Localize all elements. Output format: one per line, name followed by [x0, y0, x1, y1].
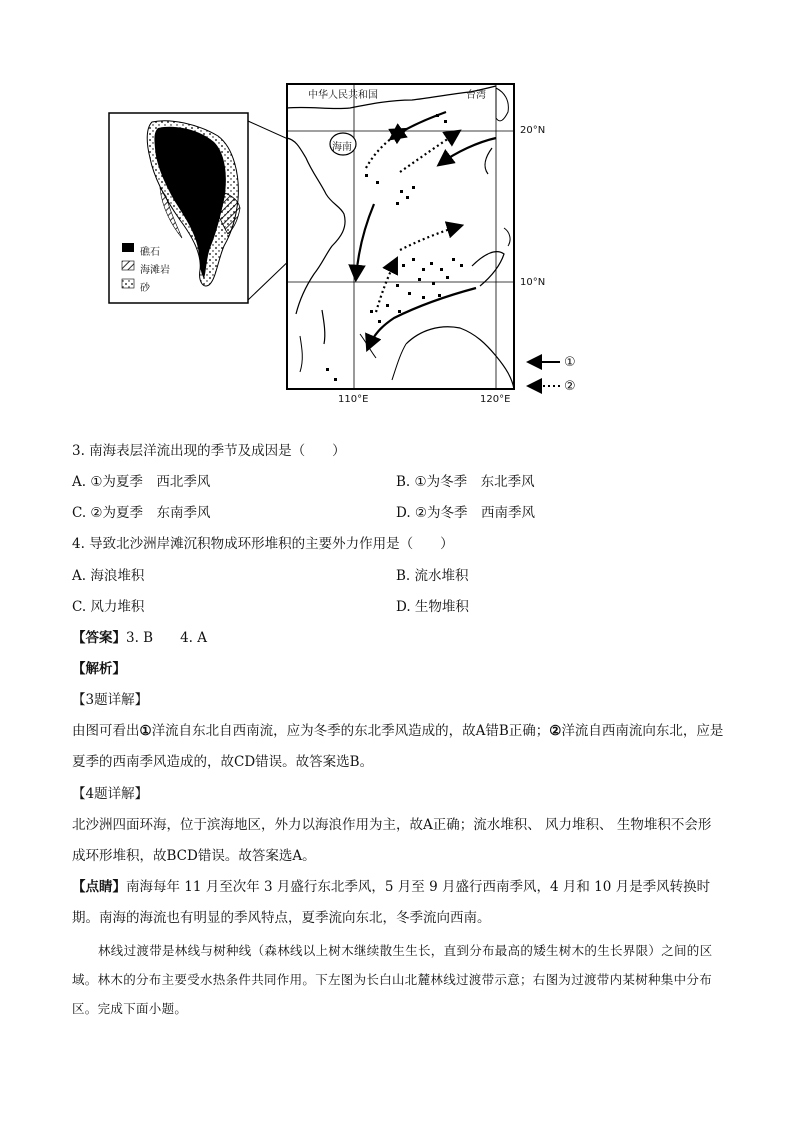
question-3-option-b: B. ①为冬季 东北季风 — [396, 474, 535, 490]
sand-swatch-icon — [122, 279, 134, 288]
arrow-key-label-1: ① — [564, 355, 576, 370]
answer-text: 3. B 4. A — [126, 630, 208, 646]
question-3-option-d: D. ②为冬季 西南季风 — [396, 505, 536, 521]
question-4-option-b: B. 流水堆积 — [396, 568, 469, 584]
question-3-option-a: A. ①为夏季 西北季风 — [72, 474, 211, 490]
map-label-10n: 10°N — [520, 277, 546, 288]
q3-detail-paragraph: 由图可看出①洋流自东北自西南流，应为冬季的东北季风造成的，故A错B正确；②洋流自西南流向东北，应是夏季的西南季风造成的，故CD错误。故答案选B。 — [72, 723, 724, 770]
answer-label: 【答案】 — [72, 630, 126, 646]
map-label-110e: 110°E — [338, 394, 369, 405]
legend-label-beachrock: 海滩岩 — [140, 265, 170, 276]
question-4-stem: 4. 导致北沙洲岸滩沉积物成环形堆积的主要外力作用是（ ） — [72, 536, 454, 552]
arrow-key-label-2: ② — [564, 379, 576, 394]
map-label-hainan: 海南 — [332, 142, 352, 153]
beachrock-swatch-icon — [122, 261, 134, 270]
tip-paragraph — [72, 872, 724, 934]
circled-mark-1: ① — [139, 723, 152, 739]
question-4-option-c: C. 风力堆积 — [72, 599, 145, 615]
q4-detail-paragraph: 北沙洲四面环海，位于滨海地区，外力以海浪作用为主，故A正确；流水堆积、 风力堆积、 生物堆积不会形成环形堆积，故BCD错误。故答案选A。 — [72, 817, 712, 864]
question-3-stem: 3. 南海表层洋流出现的季节及成因是（ ） — [72, 443, 346, 459]
tip-text: 南海每年 11 月至次年 3 月盛行东北季风，5 月至 9 月盛行西南季风，4 月和 10 月是季风转换时期。南海的海流也有明显的季风特点，夏季流向东北，冬季流向西南。 — [72, 879, 711, 926]
question-4-option-d: D. 生物堆积 — [396, 599, 469, 615]
map-label-taiwan: 台湾 — [466, 90, 486, 101]
circled-mark-2: ② — [549, 723, 562, 739]
map-label-120e: 120°E — [480, 394, 511, 405]
figure-map — [100, 78, 600, 410]
legend-label-sand: 砂 — [140, 283, 150, 294]
next-passage-paragraph: 林线过渡带是林线与树种线（森林线以上树木继续散生生长，直到分布最高的矮生树木的生长界限）之间的区域。林木的分布主要受水热条件共同作用。下左图为长白山北麓林线过渡带示意；右图为过渡带内某树种集中分布区。完成下面小题。 — [72, 943, 713, 1016]
reef-swatch-icon — [122, 243, 134, 252]
map-label-20n: 20°N — [520, 125, 546, 136]
answer-line — [72, 629, 207, 647]
question-3-option-c: C. ②为夏季 东南季风 — [72, 505, 211, 521]
map-label-china: 中华人民共和国 — [308, 90, 378, 101]
q4-detail-heading: 【4题详解】 — [72, 786, 149, 802]
tip-label: 【点睛】 — [72, 879, 126, 895]
q3-detail-heading: 【3题详解】 — [72, 692, 149, 708]
legend-label-reef: 礁石 — [140, 247, 160, 258]
question-4-option-a: A. 海浪堆积 — [72, 568, 145, 584]
inset-island-panel — [109, 113, 248, 303]
analysis-label: 【解析】 — [72, 661, 126, 677]
